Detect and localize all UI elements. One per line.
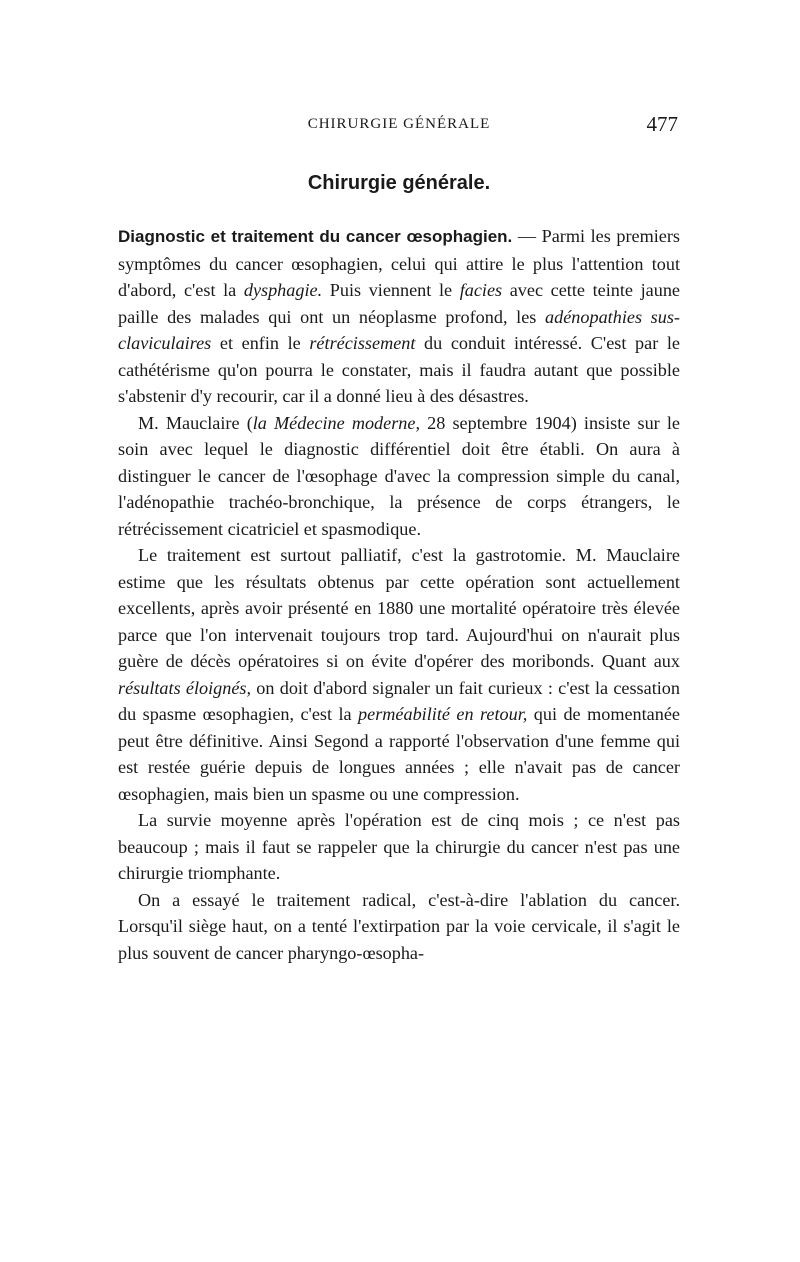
paragraph-heading: Diagnostic et traitement du cancer œsophagien. (118, 227, 513, 246)
text-run: — Parmi les premiers symptômes du cancer œsophagien, celui qui attire le plus l'attention tout d'abord, c'est la (118, 226, 681, 300)
text-run: On a essayé le traitement radical, c'est-à-dire l'ablation du cancer. Lorsqu'il siège haut, on a tenté l'extirpation par la voie cervicale, il s'agit le plus souvent de cancer pharyngo-œsopha- (118, 889, 680, 963)
body-text (118, 223, 680, 966)
text-run: M. Mauclaire ( (138, 412, 253, 433)
text-run: Le traitement est surtout palliatif, c'est la gastrotomie. M. Mauclaire estime que les résultats obtenus par cette opération sont actuellement excellents, après avoir présenté en 1880 une mortalité opératoire très élevée parce que l'on intervenait toujours trop tard. Aujourd'hui on n'aurait plus guère de décès opératoires si on évite d'opérer des moribonds. Quant aux (118, 545, 680, 671)
text-run: on doit d'abord signaler un fait curieux : c'est la cessation du spasme œsophagien, c'est la (118, 677, 680, 724)
paragraph-survie (118, 807, 680, 887)
page-number: 477 (646, 112, 678, 136)
emphasis: dysphagie. (243, 280, 323, 300)
text-run: qui de momentanée peut être définitive. Ainsi Segond a rapporté l'observation d'une femme qui est restée guérie depuis de longues années ; elle n'avait pas de cancer œsophagien, mais bien un spasme ou une compression. (118, 704, 680, 804)
paragraph-mauclaire (118, 410, 680, 543)
emphasis: adénopathies sus-claviculaires (118, 306, 680, 353)
paragraph-diagnostic (118, 223, 680, 410)
paragraph-traitement (118, 542, 680, 807)
emphasis: résultats éloignés, (118, 677, 252, 698)
emphasis: la Médecine moderne, (252, 412, 421, 433)
running-head (118, 112, 680, 140)
text-run: Puis viennent le (322, 280, 460, 300)
emphasis: rétrécissement (309, 333, 416, 353)
text-run: 28 septembre 1904) insiste sur le soin avec lequel le diagnostic différentiel doit être établi. On aura à distinguer le cancer de l'œsophage d'avec la compression simple du canal, l'adénopathie trachéo-bronchique, la présence de corps étrangers, le rétrécissement cicatriciel et spasmodique. (118, 412, 680, 539)
emphasis: facies (459, 280, 503, 300)
section-title: Chirurgie générale. (307, 172, 491, 194)
text-run: La survie moyenne après l'opération est de cinq mois ; ce n'est pas beaucoup ; mais il faut se rappeler que la chirurgie du cancer n'est pas une chirurgie triomphante. (118, 810, 680, 883)
paragraph-radical (118, 887, 680, 967)
running-title: CHIRURGIE GÉNÉRALE (307, 116, 491, 132)
emphasis: perméabilité en retour, (358, 704, 528, 724)
text-run: et enfin le (211, 333, 310, 353)
text-run: avec cette teinte jaune paille des malades qui ont un néoplasme profond, les (118, 280, 680, 327)
text-run: du conduit intéressé. C'est par le cathétérisme qu'on pourra le constater, mais il faudra autant que possible s'abstenir d'y recourir, car il a donné lieu à des désastres. (118, 333, 680, 406)
